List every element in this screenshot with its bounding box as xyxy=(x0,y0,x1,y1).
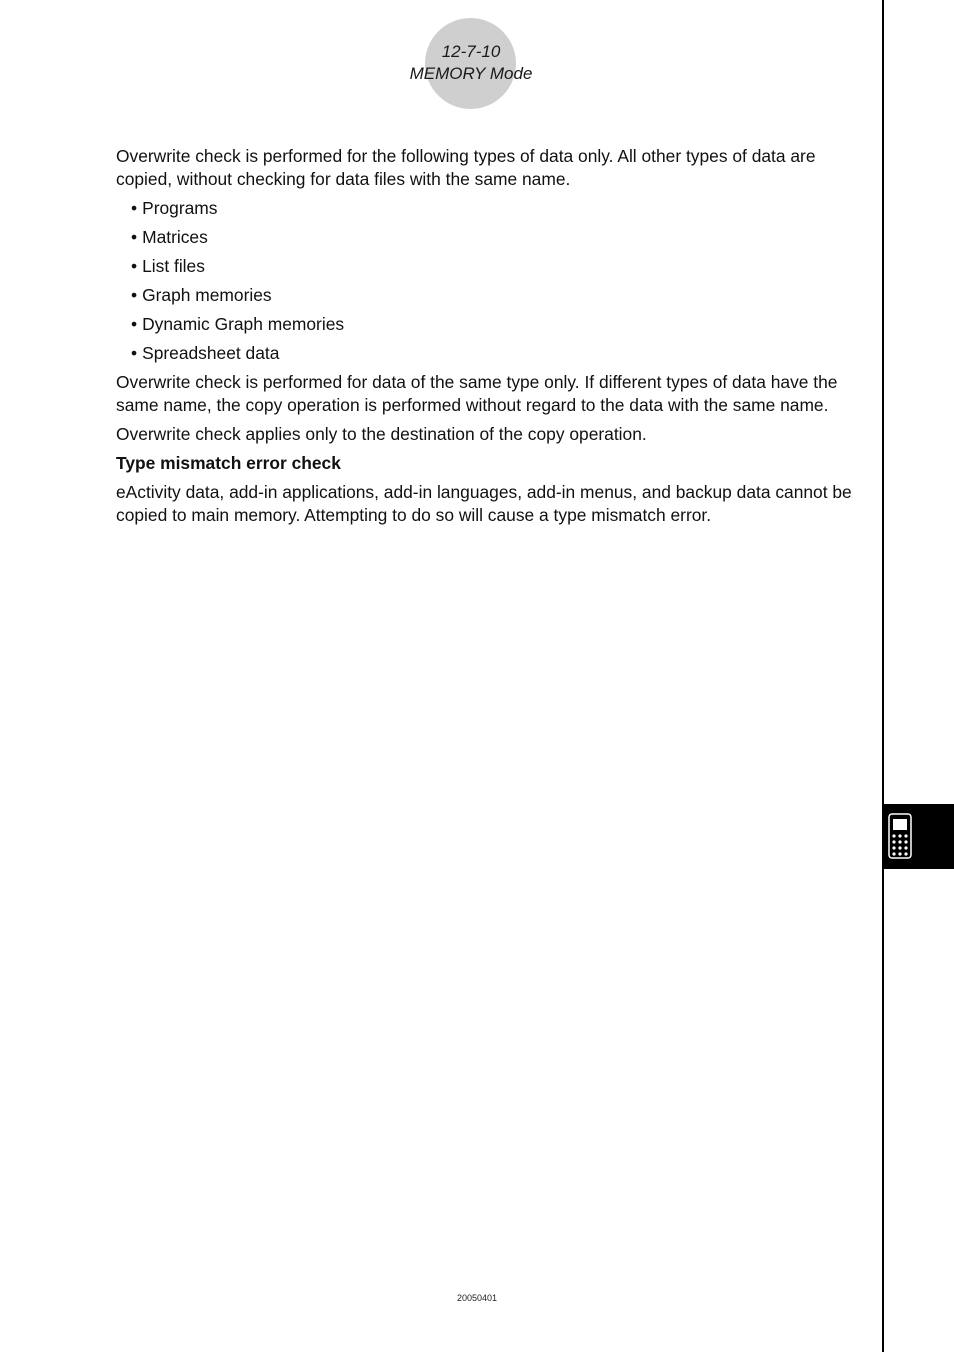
calculator-icon xyxy=(888,813,912,859)
bullet-icon: • xyxy=(131,343,138,363)
list-item-label: Graph memories xyxy=(142,285,272,305)
bullet-icon: • xyxy=(131,198,138,218)
intro-paragraph: Overwrite check is performed for the following types of data only. All other types of data are copied, without checking for data files with the same name. xyxy=(116,146,816,189)
side-tab xyxy=(884,804,954,869)
list-item-label: Programs xyxy=(142,198,218,218)
footer-code: 20050401 xyxy=(456,1293,498,1303)
bullet-icon: • xyxy=(131,285,138,305)
section-heading: Type mismatch error check xyxy=(116,453,341,473)
destination-paragraph: Overwrite check applies only to the destination of the copy operation. xyxy=(116,424,647,444)
bullet-icon: • xyxy=(131,256,138,276)
type-mismatch-paragraph: eActivity data, add-in applications, add-in languages, add-in menus, and backup data cannot be copied to main memory. Attempting to do so will cause a type mismatch error. xyxy=(116,482,852,525)
data-type-list xyxy=(116,197,866,365)
list-item xyxy=(131,255,866,278)
list-item-label: Dynamic Graph memories xyxy=(142,314,345,334)
list-item xyxy=(131,313,866,336)
list-item-label: Spreadsheet data xyxy=(142,343,280,363)
list-item-label: Matrices xyxy=(142,227,208,247)
page-body xyxy=(116,145,866,533)
list-item xyxy=(131,284,866,307)
same-type-paragraph: Overwrite check is performed for data of the same type only. If different types of data have the same name, the copy operation is performed without regard to the data with the same name. xyxy=(116,372,838,415)
list-item xyxy=(131,342,866,365)
bullet-icon: • xyxy=(131,227,138,247)
list-item xyxy=(131,197,866,220)
list-item xyxy=(131,226,866,249)
right-margin-rule xyxy=(882,0,884,1352)
page-header xyxy=(360,41,582,85)
section-title: MEMORY Mode xyxy=(409,64,533,83)
page-number: 12-7-10 xyxy=(441,42,501,61)
bullet-icon: • xyxy=(131,314,138,334)
list-item-label: List files xyxy=(142,256,205,276)
